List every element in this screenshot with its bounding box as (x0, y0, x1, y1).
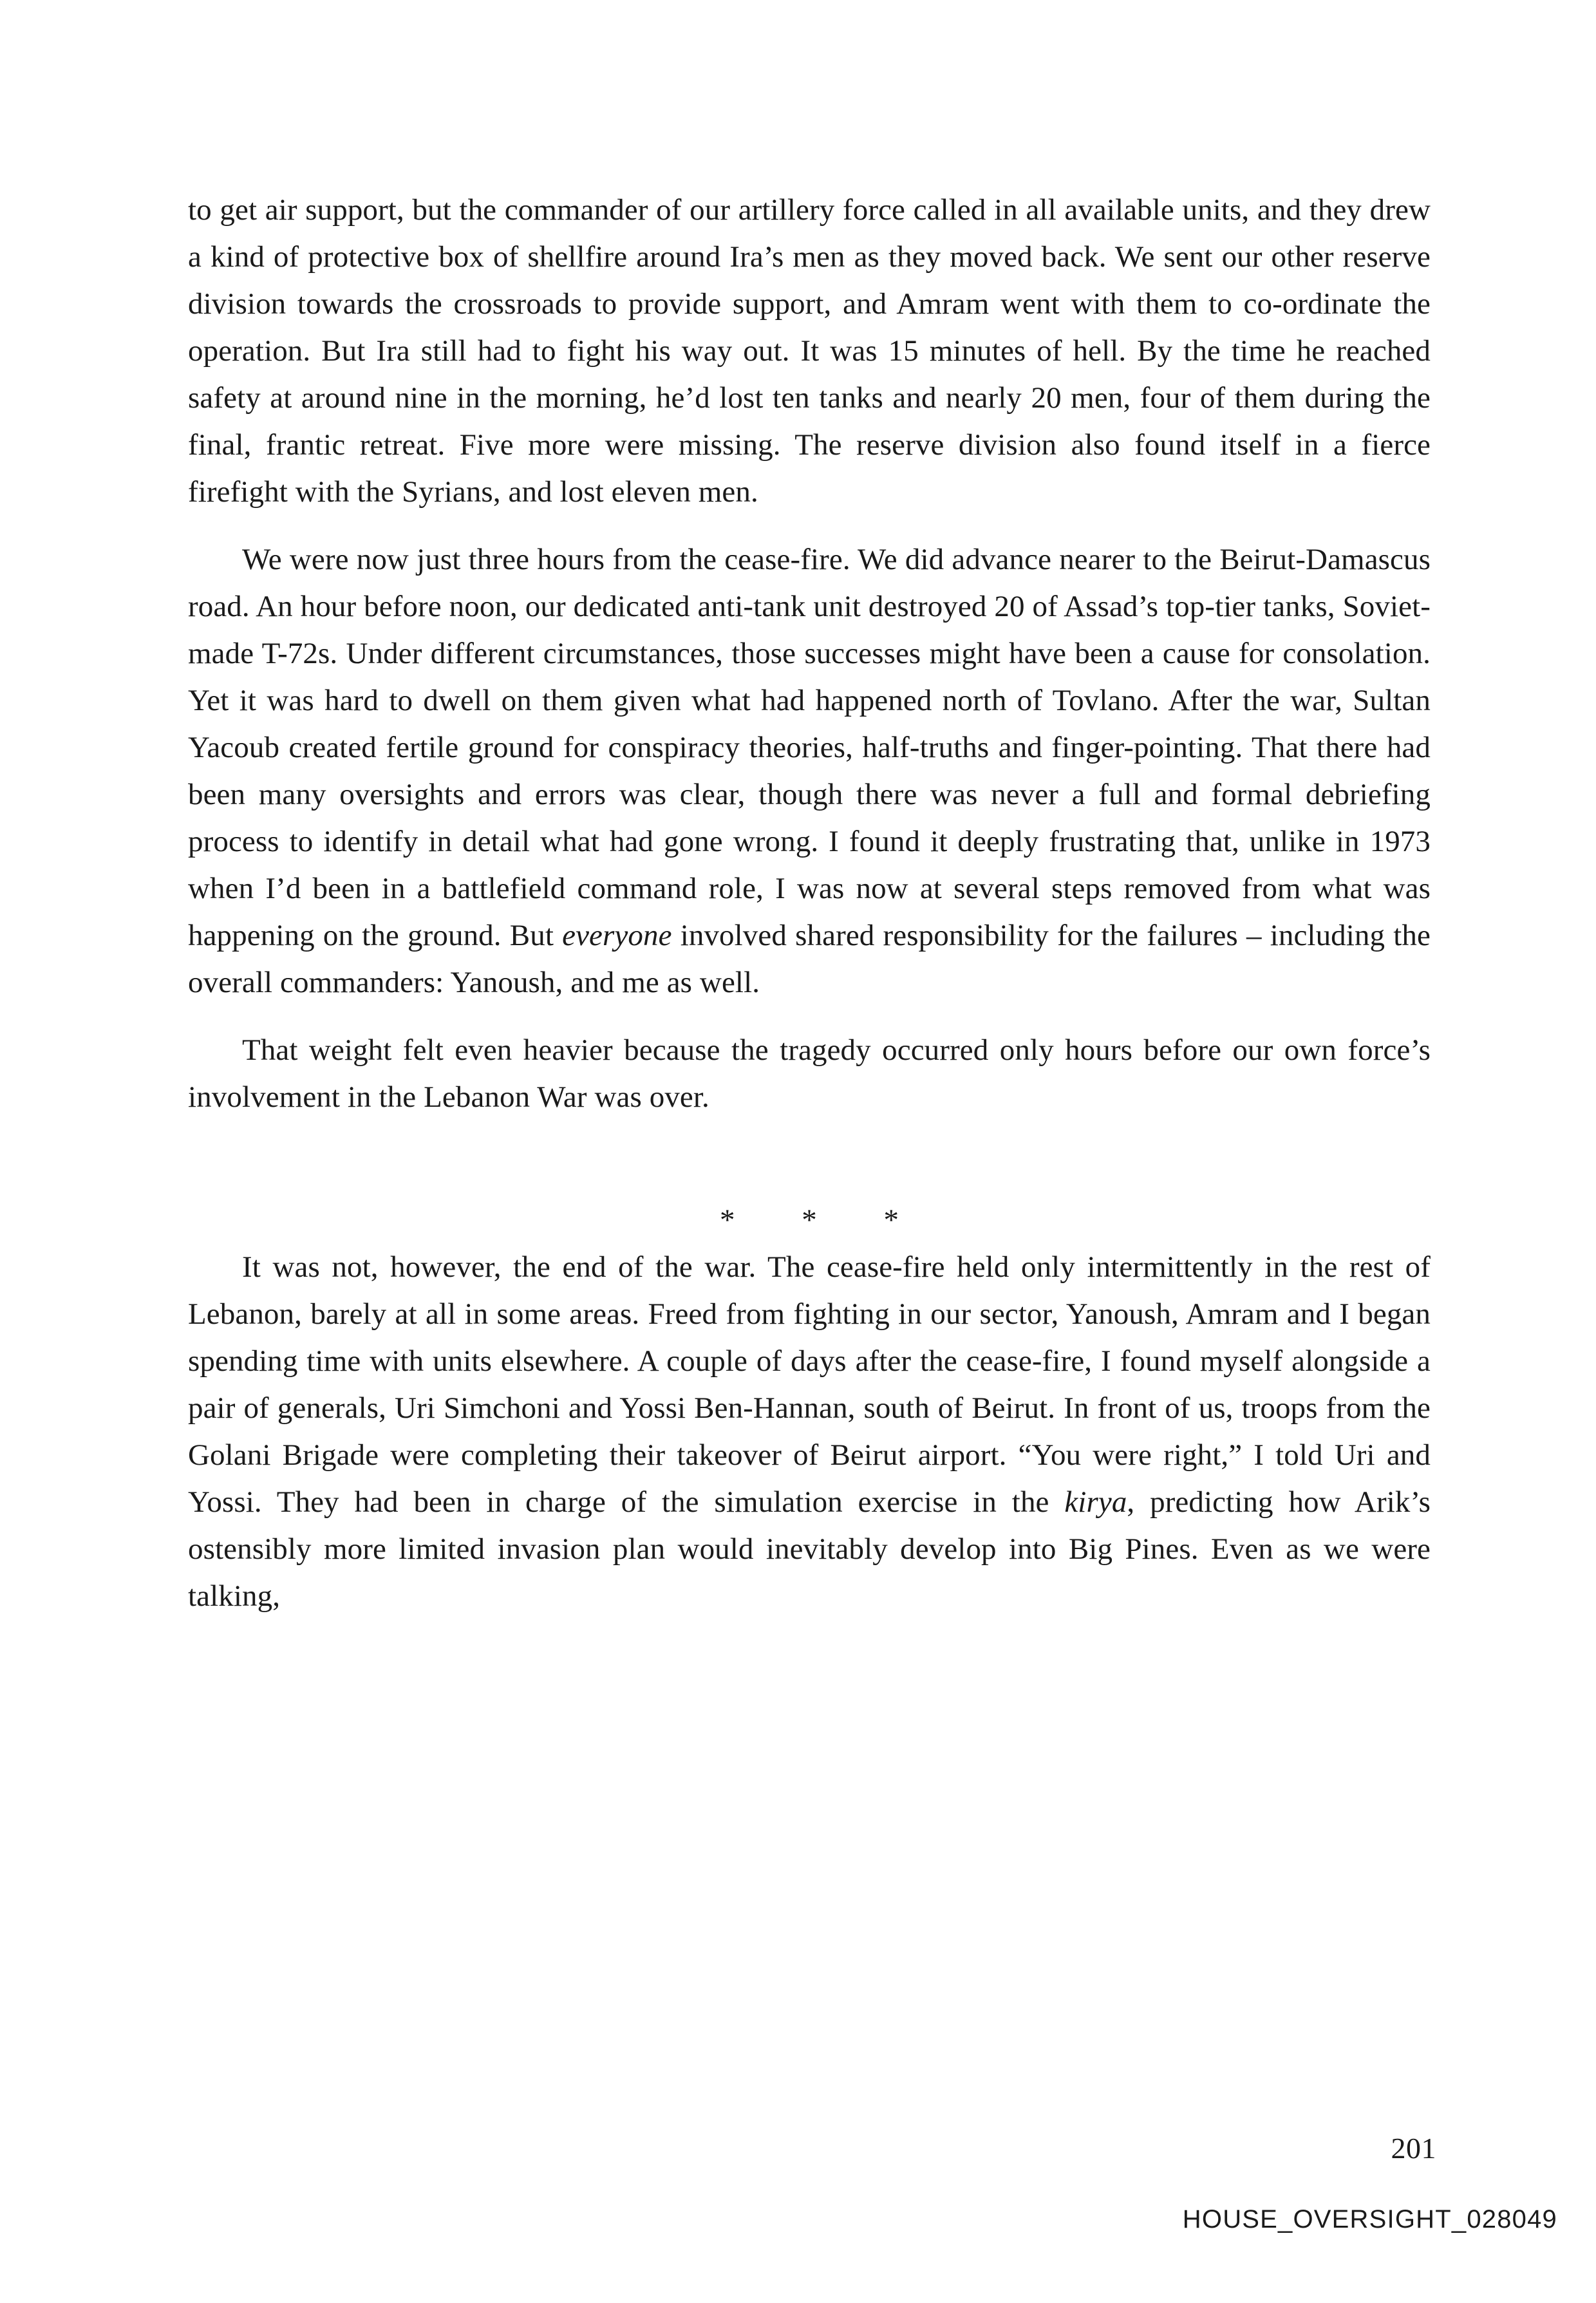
page-number: 201 (1391, 2132, 1436, 2165)
section-divider: * * * (720, 1203, 928, 1237)
paragraph-4-text-after-emphasis: , predicting how Arik’s ostensibly more limited invasion plan would inevitably develop into Big Pines. Even as we were talking, (188, 1485, 1431, 1613)
paragraph-4 (188, 1244, 1431, 1620)
paragraph-2 (188, 536, 1431, 1006)
paragraph-3: That weight felt even heavier because the tragedy occurred only hours before our own force’s involvement in the Lebanon War was over. (188, 1033, 1431, 1114)
paragraph-1: to get air support, but the commander of our artillery force called in all available units, and they drew a kind of protective box of shellfire around Ira’s men as they moved back. We sent our other reserve division towards the crossroads to provide support, and Amram went with them to co-ordinate the operation. But Ira still had to fight his way out. It was 15 minutes of hell. By the time he reached safety at around nine in the morning, he’d lost ten tanks and nearly 20 men, four of them during the final, frantic retreat. Five more were missing. The reserve division also found itself in a fierce firefight with the Syrians, and lost eleven men. (188, 193, 1431, 509)
paragraph-4-text-before-emphasis: It was not, however, the end of the war. The cease-fire held only intermittently in the rest of Lebanon, barely at all in some areas. Freed from fighting in our sector, Yanoush, Amram and I began spending time with units elsewhere. A couple of days after the cease-fire, I found myself alongside a pair of generals, Uri Simchoni and Yossi Ben-Hannan, south of Beirut. In front of us, troops from the Golani Brigade were completing their takeover of Beirut airport. “You were right,” I told Uri and Yossi. They had been in charge of the simulation exercise in the (188, 1250, 1431, 1519)
paragraph-4-emphasis: kirya (1064, 1485, 1127, 1519)
paragraph-2-emphasis: everyone (562, 919, 672, 952)
bates-stamp: HOUSE_OVERSIGHT_028049 (1182, 2205, 1557, 2233)
body-text-column (188, 187, 1431, 1620)
paragraph-2-text-after-emphasis: involved shared responsibility for the failures – including the overall commanders: Yanoush, and me as well. (188, 919, 1431, 999)
paragraph-2-text-before-emphasis: We were now just three hours from the cease-fire. We did advance nearer to the Beirut-Damascus road. An hour before noon, our dedicated anti-tank unit destroyed 20 of Assad’s top-tier tanks, Soviet-made T-72s. Under different circumstances, those successes might have been a cause for consolation. Yet it was hard to dwell on them given what had happened north of Tovlano. After the war, Sultan Yacoub created fertile ground for conspiracy theories, half-truths and finger-pointing. That there had been many oversights and errors was clear, though there was never a full and formal debriefing process to identify in detail what had gone wrong. I found it deeply frustrating that, unlike in 1973 when I’d been in a battlefield command role, I was now at several steps removed from what was happening on the ground. But (188, 543, 1431, 952)
